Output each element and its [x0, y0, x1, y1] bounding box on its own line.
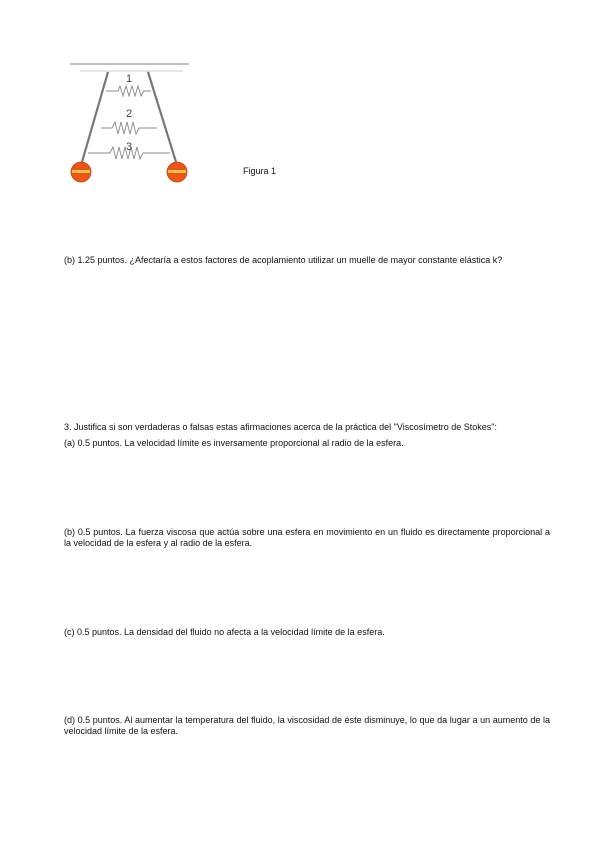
spring-label-1: 1 [126, 73, 133, 85]
right-pendulum-rod [148, 72, 176, 162]
question-3d: (d) 0.5 puntos. Al aumentar la temperatura del fluido, la viscosidad de éste disminuye, lo que da lugar a un aumento de la velocidad límite de la esfera. [64, 715, 550, 736]
question-3c: (c) 0.5 puntos. La densidad del fluido no afecta a la velocidad límite de la esfera. [64, 627, 385, 637]
question-2b: (b) 1.25 puntos. ¿Afectaría a estos factores de acoplamiento utilizar un muelle de mayor constante elástica k? [64, 255, 503, 265]
question-3b: (b) 0.5 puntos. La fuerza viscosa que actúa sobre una esfera en movimiento en un fluido es directamente proporcional a la velocidad de la esfera y al radio de la esfera. [64, 527, 550, 548]
spring-1 [106, 86, 151, 96]
spring-2 [101, 122, 157, 134]
right-ball [167, 162, 187, 182]
question-3-intro: 3. Justifica si son verdaderas o falsas estas afirmaciones acerca de la práctica del "Viscosímetro de Stokes": [64, 422, 497, 432]
spring-label-3: 3 [126, 141, 133, 153]
figure-caption: Figura 1 [243, 166, 277, 176]
left-ball [71, 162, 91, 182]
coupled-pendulums-figure [64, 60, 196, 186]
left-pendulum-rod [82, 72, 108, 162]
question-3a: (a) 0.5 puntos. La velocidad límite es inversamente proporcional al radio de la esfera. [64, 438, 404, 448]
spring-label-2: 2 [126, 108, 133, 120]
pendulum-diagram [64, 60, 196, 186]
